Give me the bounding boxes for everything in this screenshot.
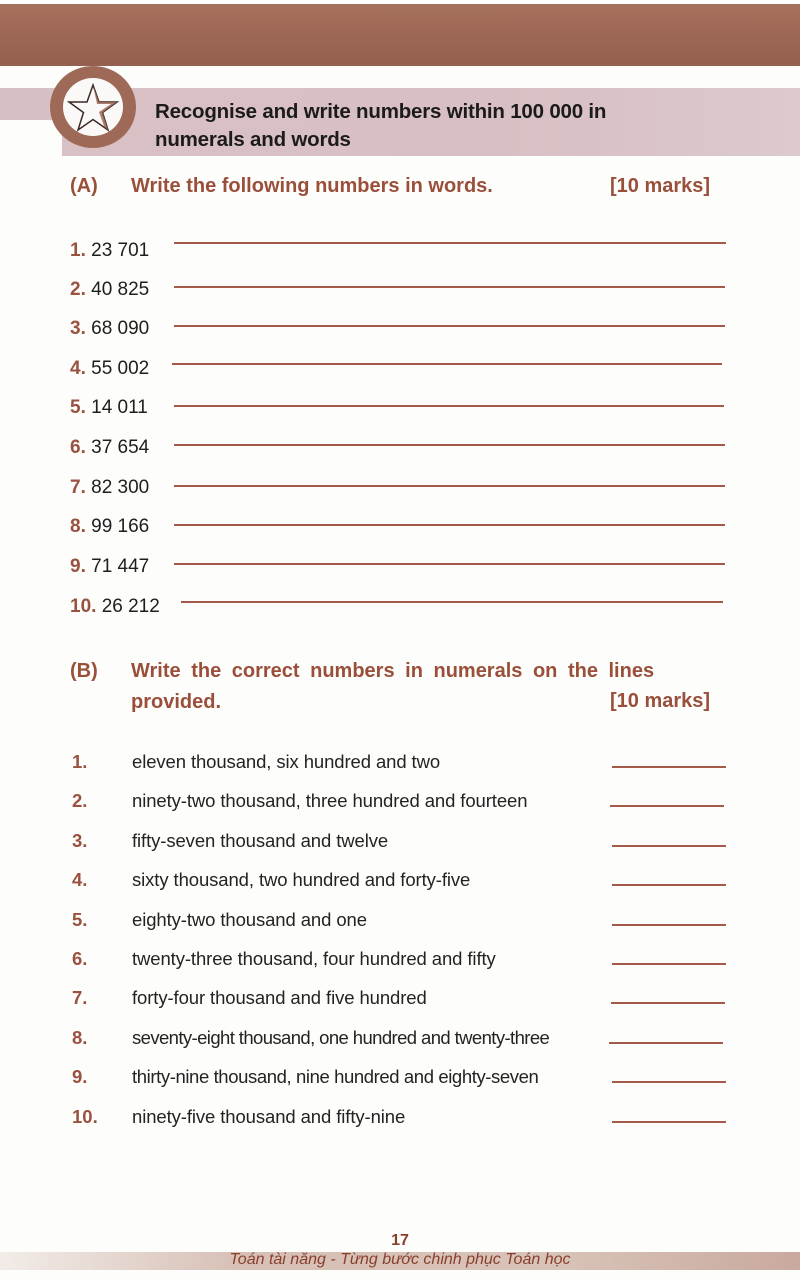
- item-value: 14 011: [91, 397, 148, 418]
- section-a-item-5: [70, 397, 148, 421]
- item-number: 10.: [70, 596, 97, 617]
- section-b-item-4: [72, 869, 732, 893]
- section-b-item-5: [72, 909, 732, 933]
- answer-line-a-10[interactable]: [181, 601, 723, 603]
- item-text: thirty-nine thousand, nine hundred and eighty-seven: [132, 1066, 539, 1087]
- answer-line-b-1[interactable]: [612, 766, 726, 768]
- section-a-heading: [70, 175, 670, 201]
- answer-line-b-3[interactable]: [612, 845, 726, 847]
- item-number: 5.: [70, 397, 86, 418]
- section-b-item-8: [72, 1027, 732, 1051]
- answer-line-a-6[interactable]: [174, 444, 725, 446]
- answer-line-a-1[interactable]: [174, 242, 726, 244]
- item-value: 82 300: [91, 477, 150, 498]
- item-text: forty-four thousand and five hundred: [132, 987, 427, 1008]
- page-title-line-1: Recognise and write numbers within 100 000 in: [155, 100, 607, 123]
- item-number: 6.: [70, 437, 86, 458]
- item-number: 2.: [70, 279, 86, 300]
- star-icon: [67, 82, 119, 132]
- section-a-item-2: [70, 279, 149, 303]
- item-number: 1.: [72, 751, 88, 772]
- item-number: 9.: [72, 1066, 88, 1087]
- item-value: 99 166: [91, 516, 150, 537]
- item-text: seventy-eight thousand, one hundred and twenty-three: [132, 1027, 550, 1048]
- top-decorative-band: [0, 4, 800, 66]
- item-text: ninety-five thousand and fifty-nine: [132, 1106, 406, 1127]
- answer-line-b-6[interactable]: [612, 963, 726, 965]
- item-number: 4.: [72, 869, 88, 890]
- answer-line-a-8[interactable]: [174, 524, 725, 526]
- section-b-item-7: [72, 987, 732, 1011]
- item-value: 40 825: [91, 279, 150, 300]
- section-b-item-10: [72, 1106, 732, 1130]
- page-title: [155, 98, 735, 154]
- item-value: 68 090: [91, 318, 150, 339]
- answer-line-b-7[interactable]: [611, 1002, 725, 1004]
- page-number: 17: [391, 1232, 409, 1249]
- item-number: 10.: [72, 1106, 98, 1127]
- section-a-item-8: [70, 516, 149, 540]
- section-a-item-6: [70, 437, 149, 461]
- item-number: 3.: [70, 318, 86, 339]
- answer-line-a-9[interactable]: [174, 563, 725, 565]
- item-text: eleven thousand, six hundred and two: [132, 751, 441, 772]
- item-number: 6.: [72, 948, 88, 969]
- section-a-item-1: [70, 240, 149, 264]
- item-value: 23 701: [91, 240, 150, 261]
- item-number: 3.: [72, 830, 88, 851]
- section-a-instruction: Write the following numbers in words.: [131, 175, 493, 197]
- item-number: 7.: [70, 477, 86, 498]
- item-value: 37 654: [91, 437, 150, 458]
- item-number: 2.: [72, 790, 88, 811]
- section-b-instruction-line-2: provided.: [131, 691, 222, 713]
- item-text: eighty-two thousand and one: [132, 909, 367, 930]
- section-a-item-9: [70, 556, 149, 580]
- item-number: 7.: [72, 987, 88, 1008]
- section-a-item-10: [70, 596, 160, 620]
- section-b-letter: (B): [70, 660, 98, 682]
- answer-line-a-3[interactable]: [174, 325, 725, 327]
- answer-line-a-4[interactable]: [172, 363, 722, 365]
- book-title: Toán tài năng - Từng bước chinh phục Toán học: [229, 1251, 571, 1268]
- item-text: fifty-seven thousand and twelve: [132, 830, 389, 851]
- section-b-item-6: [72, 948, 732, 972]
- answer-line-b-2[interactable]: [610, 805, 724, 807]
- section-a-marks: [10 marks]: [610, 175, 711, 197]
- section-a-item-7: [70, 477, 149, 501]
- section-b-marks: [10 marks]: [610, 690, 711, 712]
- answer-line-b-8[interactable]: [609, 1042, 723, 1044]
- answer-line-b-4[interactable]: [612, 884, 726, 886]
- section-b-item-9: [72, 1066, 732, 1090]
- answer-line-a-5[interactable]: [174, 405, 724, 407]
- section-a-letter: (A): [70, 175, 98, 197]
- section-a-item-4: [70, 358, 149, 382]
- section-b-item-1: [72, 751, 732, 775]
- answer-line-b-10[interactable]: [612, 1121, 726, 1123]
- answer-line-b-5[interactable]: [612, 924, 726, 926]
- item-number: 8.: [70, 516, 86, 537]
- answer-line-a-7[interactable]: [174, 485, 725, 487]
- section-b-instruction-line-1: Write the correct numbers in numerals on the lines: [131, 660, 655, 682]
- item-value: 26 212: [101, 596, 160, 617]
- answer-line-b-9[interactable]: [612, 1081, 726, 1083]
- item-text: twenty-three thousand, four hundred and fifty: [132, 948, 496, 969]
- item-number: 9.: [70, 556, 86, 577]
- item-text: sixty thousand, two hundred and forty-five: [132, 869, 471, 890]
- section-b-item-3: [72, 830, 732, 854]
- item-number: 4.: [70, 358, 86, 379]
- star-badge: [50, 66, 136, 148]
- answer-line-a-2[interactable]: [174, 286, 725, 288]
- item-number: 8.: [72, 1027, 88, 1048]
- item-text: ninety-two thousand, three hundred and fourteen: [132, 790, 528, 811]
- item-number: 5.: [72, 909, 88, 930]
- item-value: 71 447: [91, 556, 150, 577]
- item-number: 1.: [70, 240, 86, 261]
- item-value: 55 002: [91, 358, 150, 379]
- page-title-line-2: numerals and words: [155, 128, 351, 151]
- section-a-item-3: [70, 318, 149, 342]
- section-b-item-2: [72, 790, 732, 814]
